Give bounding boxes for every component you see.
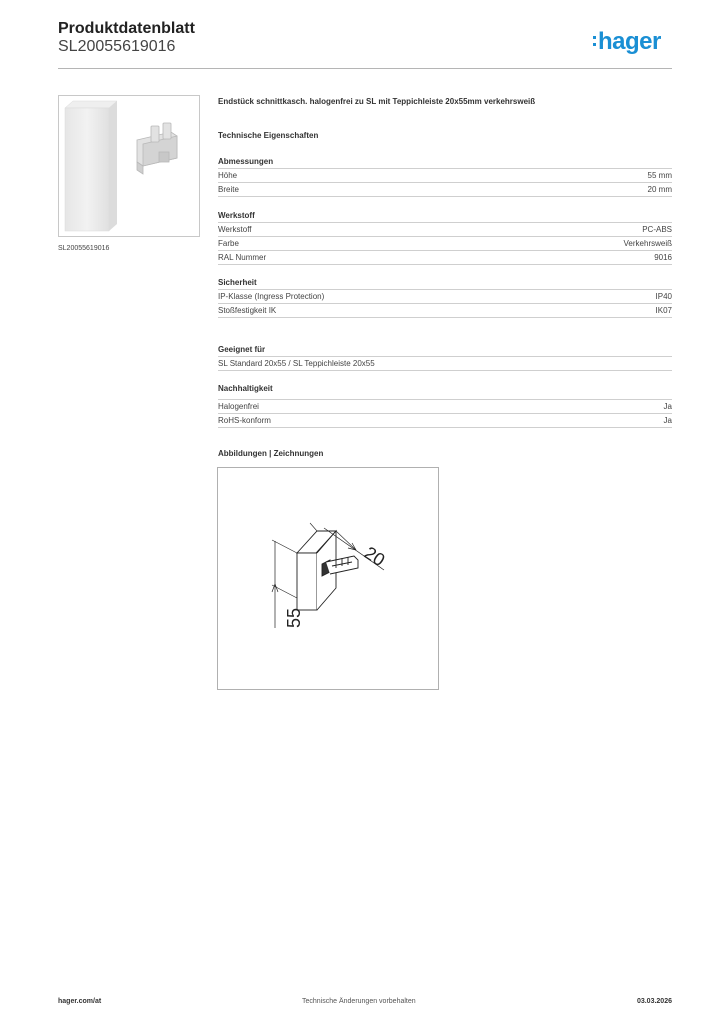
hager-logo (593, 30, 661, 54)
footer-website-link[interactable]: hager.com/at (58, 998, 102, 1005)
row-value: 9016 (654, 253, 672, 262)
width-dimension-label: 20 (360, 542, 389, 571)
row-label: SL Standard 20x55 / SL Teppichleiste 20x55 (218, 359, 375, 368)
product-description: Endstück schnittkasch. halogenfrei zu SL mit Teppichleiste 20x55mm verkehrsweiß (218, 97, 536, 106)
table-row (218, 250, 672, 265)
product-image (58, 95, 200, 237)
table-row (218, 182, 672, 197)
page-title: Produktdatenblatt (58, 20, 195, 37)
row-label: Werkstoff (218, 225, 252, 234)
section-title-dimensions: Abmessungen (218, 157, 274, 166)
section-title-material: Werkstoff (218, 211, 255, 220)
row-value: PC-ABS (642, 225, 672, 234)
row-label: Stoßfestigkeit IK (218, 306, 277, 315)
footer-disclaimer: Technische Änderungen vorbehalten (302, 998, 416, 1005)
logo-text: hager (598, 28, 661, 55)
row-value: 20 mm (647, 185, 672, 194)
section-title-safety: Sicherheit (218, 278, 257, 287)
technical-drawing (217, 467, 439, 690)
section-title-suitable-for: Geeignet für (218, 345, 266, 354)
table-row (218, 413, 672, 428)
logo-colon-icon (593, 30, 596, 46)
table-row (218, 399, 672, 413)
row-value: IP40 (655, 292, 672, 301)
technical-properties-heading: Technische Eigenschaften (218, 131, 319, 140)
section-title-sustainability: Nachhaltigkeit (218, 384, 273, 393)
table-row (218, 168, 672, 182)
header-divider (58, 68, 672, 69)
row-label: Breite (218, 185, 239, 194)
table-row (218, 289, 672, 303)
image-caption: SL20055619016 (58, 245, 110, 252)
row-value: IK07 (655, 306, 672, 315)
row-label: RAL Nummer (218, 253, 267, 262)
footer-date: 03.03.2026 (636, 998, 672, 1005)
dimension-drawing (218, 468, 438, 689)
row-label: Farbe (218, 239, 239, 248)
table-row (218, 222, 672, 236)
height-dimension-label: 55 (284, 607, 304, 628)
table-row (218, 303, 672, 318)
row-label: IP-Klasse (Ingress Protection) (218, 292, 325, 301)
row-value: Verkehrsweiß (623, 239, 672, 248)
product-number: SL20055619016 (58, 38, 176, 55)
row-label: Höhe (218, 171, 238, 180)
row-value: Ja (663, 416, 672, 425)
row-value: 55 mm (647, 171, 672, 180)
row-label: Halogenfrei (218, 402, 259, 411)
row-value: Ja (663, 402, 672, 411)
row-label: RoHS-konform (218, 416, 271, 425)
table-row (218, 236, 672, 250)
table-row (218, 356, 672, 371)
drawings-heading: Abbildungen | Zeichnungen (218, 449, 324, 458)
end-cap-illustration (59, 96, 199, 236)
